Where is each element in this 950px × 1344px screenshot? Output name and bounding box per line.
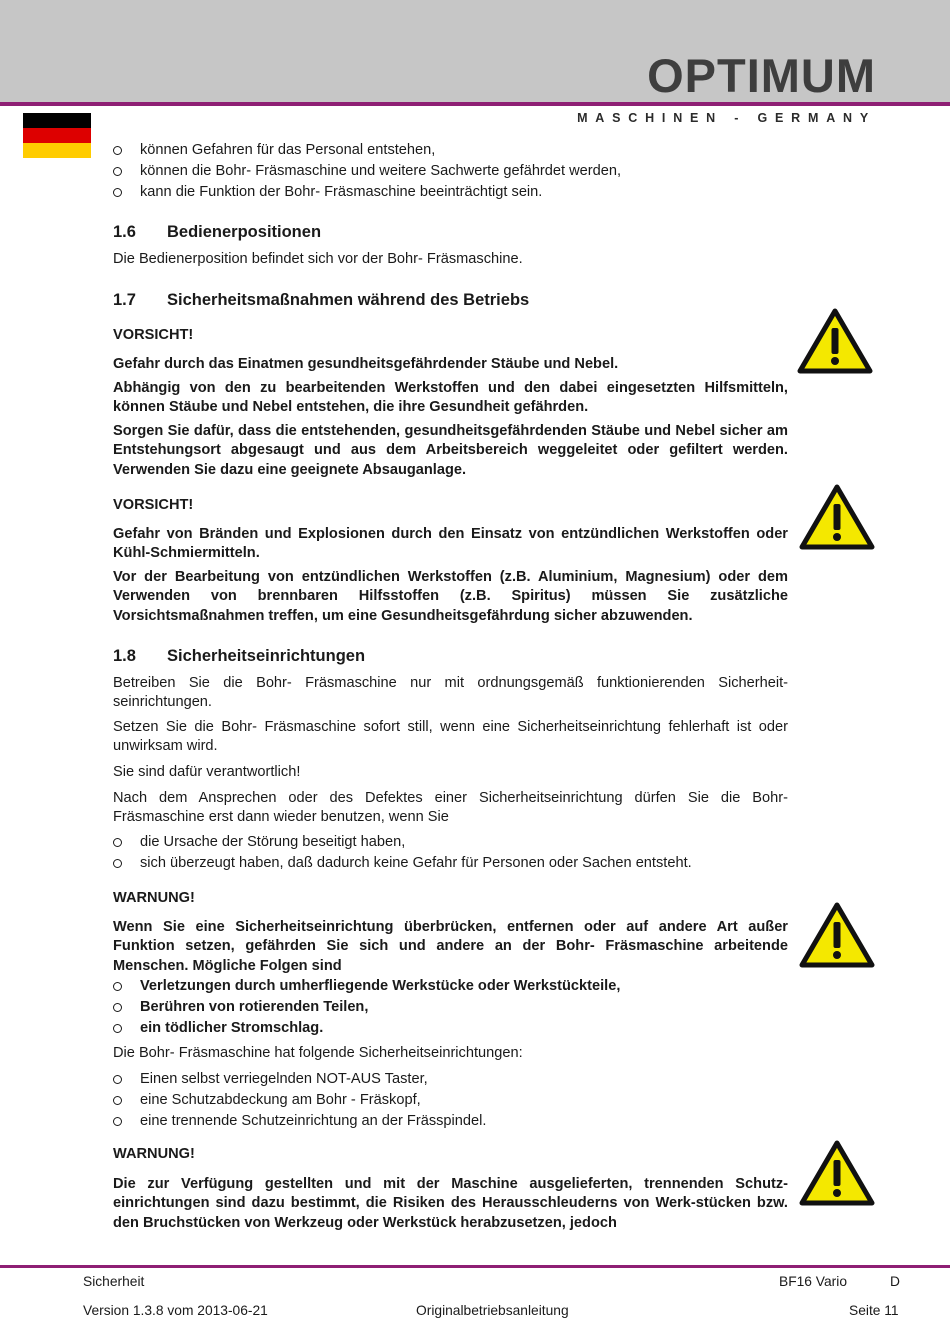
caution-label: VORSICHT! bbox=[113, 327, 194, 343]
footer-language: D bbox=[890, 1274, 900, 1289]
bullet-icon bbox=[113, 1024, 122, 1033]
section-heading-1-8: 1.8 Sicherheitseinrichtungen bbox=[113, 647, 366, 665]
header-divider bbox=[0, 102, 950, 106]
paragraph: Setzen Sie die Bohr- Fräsmaschine sofort still, wenn eine Sicherheitseinrichtung fehlerhaft ist oder unwirksam wird. bbox=[113, 719, 788, 755]
paragraph: Abhängig von den zu bearbeitenden Werkstoffen und den dabei eingesetzten Hilfsmitteln, können Stäube und Nebel entstehen, die ihre Gesundheit gefährden. bbox=[113, 380, 788, 416]
paragraph: Wenn Sie eine Sicherheitseinrichtung überbrücken, entfernen oder auf andere Art außer Funktion setzen, gefährden Sie sich und andere an der Bohr- Fräsmaschine arbeitende Menschen. Mögliche Folgen sind bbox=[113, 919, 788, 974]
warning-triangle-icon bbox=[797, 308, 873, 374]
paragraph: Die zur Verfügung gestellten und mit der Maschine ausgelieferten, trennenden Schutz-einrichtungen sind dazu bestimmt, die Risiken des Herausschleuderns von Werk-stücken bzw. den Bruchstücken von Werkzeug oder Werkstück herabzusetzen, jedoch bbox=[113, 1176, 788, 1231]
brand-logo: OPTIMUM bbox=[647, 49, 876, 102]
german-flag-icon bbox=[23, 113, 91, 158]
section-heading-1-6: 1.6 Bedienerpositionen bbox=[113, 223, 322, 241]
list-item: eine Schutzabdeckung am Bohr - Fräskopf, bbox=[113, 1091, 788, 1110]
footer-divider bbox=[0, 1265, 950, 1268]
bullet-icon bbox=[113, 982, 122, 991]
warning-triangle-icon bbox=[799, 902, 875, 968]
paragraph: Sorgen Sie dafür, dass die entstehenden, gesundheitsgefährdenden Stäube und Nebel sicher am Entstehungsort abgesaugt und aus dem Arbeitsbereich weggeleitet oder gefiltert werden. Verwenden Sie dazu eine geeignete Absauganlage. bbox=[113, 423, 788, 478]
list-item: ein tödlicher Stromschlag. bbox=[113, 1019, 788, 1038]
section-heading-1-7: 1.7 Sicherheitsmaßnahmen während des Betriebs bbox=[113, 291, 530, 309]
paragraph: Vor der Bearbeitung von entzündlichen Werkstoffen (z.B. Aluminium, Magnesium) oder dem Verwenden von brennbaren Hilfsstoffen (z.B. Spiritus) müssen Sie zusätzliche Vorsichtsmaßnahmen treffen, um eine Gesundheitsgefährdung sicher abzuwenden. bbox=[113, 569, 788, 624]
paragraph: Die Bohr- Fräsmaschine hat folgende Sicherheitseinrichtungen: bbox=[113, 1045, 523, 1061]
footer-chapter: Sicherheit bbox=[83, 1274, 145, 1289]
bullet-icon bbox=[113, 859, 122, 868]
list-item: können die Bohr- Fräsmaschine und weitere Sachwerte gefährdet werden, bbox=[113, 162, 788, 181]
paragraph: Nach dem Ansprechen oder des Defektes einer Sicherheitseinrichtung dürfen Sie die Bohr-Fräsmaschine erst dann wieder benutzen, wenn Sie bbox=[113, 790, 788, 826]
list-item: sich überzeugt haben, daß dadurch keine Gefahr für Personen oder Sachen entsteht. bbox=[113, 854, 788, 873]
paragraph: Betreiben Sie die Bohr- Fräsmaschine nur mit ordnungsgemäß funktionierenden Sicherheit-seinrichtungen. bbox=[113, 675, 788, 711]
bullet-icon bbox=[113, 1003, 122, 1012]
bullet-icon bbox=[113, 167, 122, 176]
footer-document: Originalbetriebsanleitung bbox=[416, 1303, 569, 1318]
list-item: kann die Funktion der Bohr- Fräsmaschine beeinträchtigt sein. bbox=[113, 183, 788, 202]
paragraph: Sie sind dafür verantwortlich! bbox=[113, 764, 301, 780]
list-item: Einen selbst verriegelnden NOT-AUS Taster, bbox=[113, 1070, 788, 1089]
warning-label: WARNUNG! bbox=[113, 890, 195, 906]
paragraph: Gefahr durch das Einatmen gesundheitsgefährdender Stäube und Nebel. bbox=[113, 356, 619, 372]
paragraph: Die Bedienerposition befindet sich vor der Bohr- Fräsmaschine. bbox=[113, 251, 523, 267]
bullet-icon bbox=[113, 188, 122, 197]
footer-version: Version 1.3.8 vom 2013-06-21 bbox=[83, 1303, 268, 1318]
list-item: Berühren von rotierenden Teilen, bbox=[113, 998, 788, 1017]
bullet-icon bbox=[113, 1117, 122, 1126]
warning-triangle-icon bbox=[799, 484, 875, 550]
list-item: die Ursache der Störung beseitigt haben, bbox=[113, 833, 788, 852]
list-item: eine trennende Schutzeinrichtung an der Frässpindel. bbox=[113, 1112, 788, 1131]
footer-page-number: Seite 11 bbox=[849, 1303, 899, 1318]
paragraph: Gefahr von Bränden und Explosionen durch den Einsatz von entzündlichen Werkstoffen oder Kühl-Schmiermitteln. bbox=[113, 526, 788, 562]
brand-subtitle: MASCHINEN - GERMANY bbox=[577, 111, 876, 125]
list-item: können Gefahren für das Personal entstehen, bbox=[113, 141, 788, 160]
footer-model: BF16 Vario bbox=[779, 1274, 847, 1289]
caution-label: VORSICHT! bbox=[113, 497, 194, 513]
bullet-icon bbox=[113, 1075, 122, 1084]
list-item: Verletzungen durch umherfliegende Werkstücke oder Werkstückteile, bbox=[113, 977, 788, 996]
bullet-icon bbox=[113, 838, 122, 847]
warning-label: WARNUNG! bbox=[113, 1146, 195, 1162]
bullet-icon bbox=[113, 146, 122, 155]
warning-triangle-icon bbox=[799, 1140, 875, 1206]
bullet-icon bbox=[113, 1096, 122, 1105]
